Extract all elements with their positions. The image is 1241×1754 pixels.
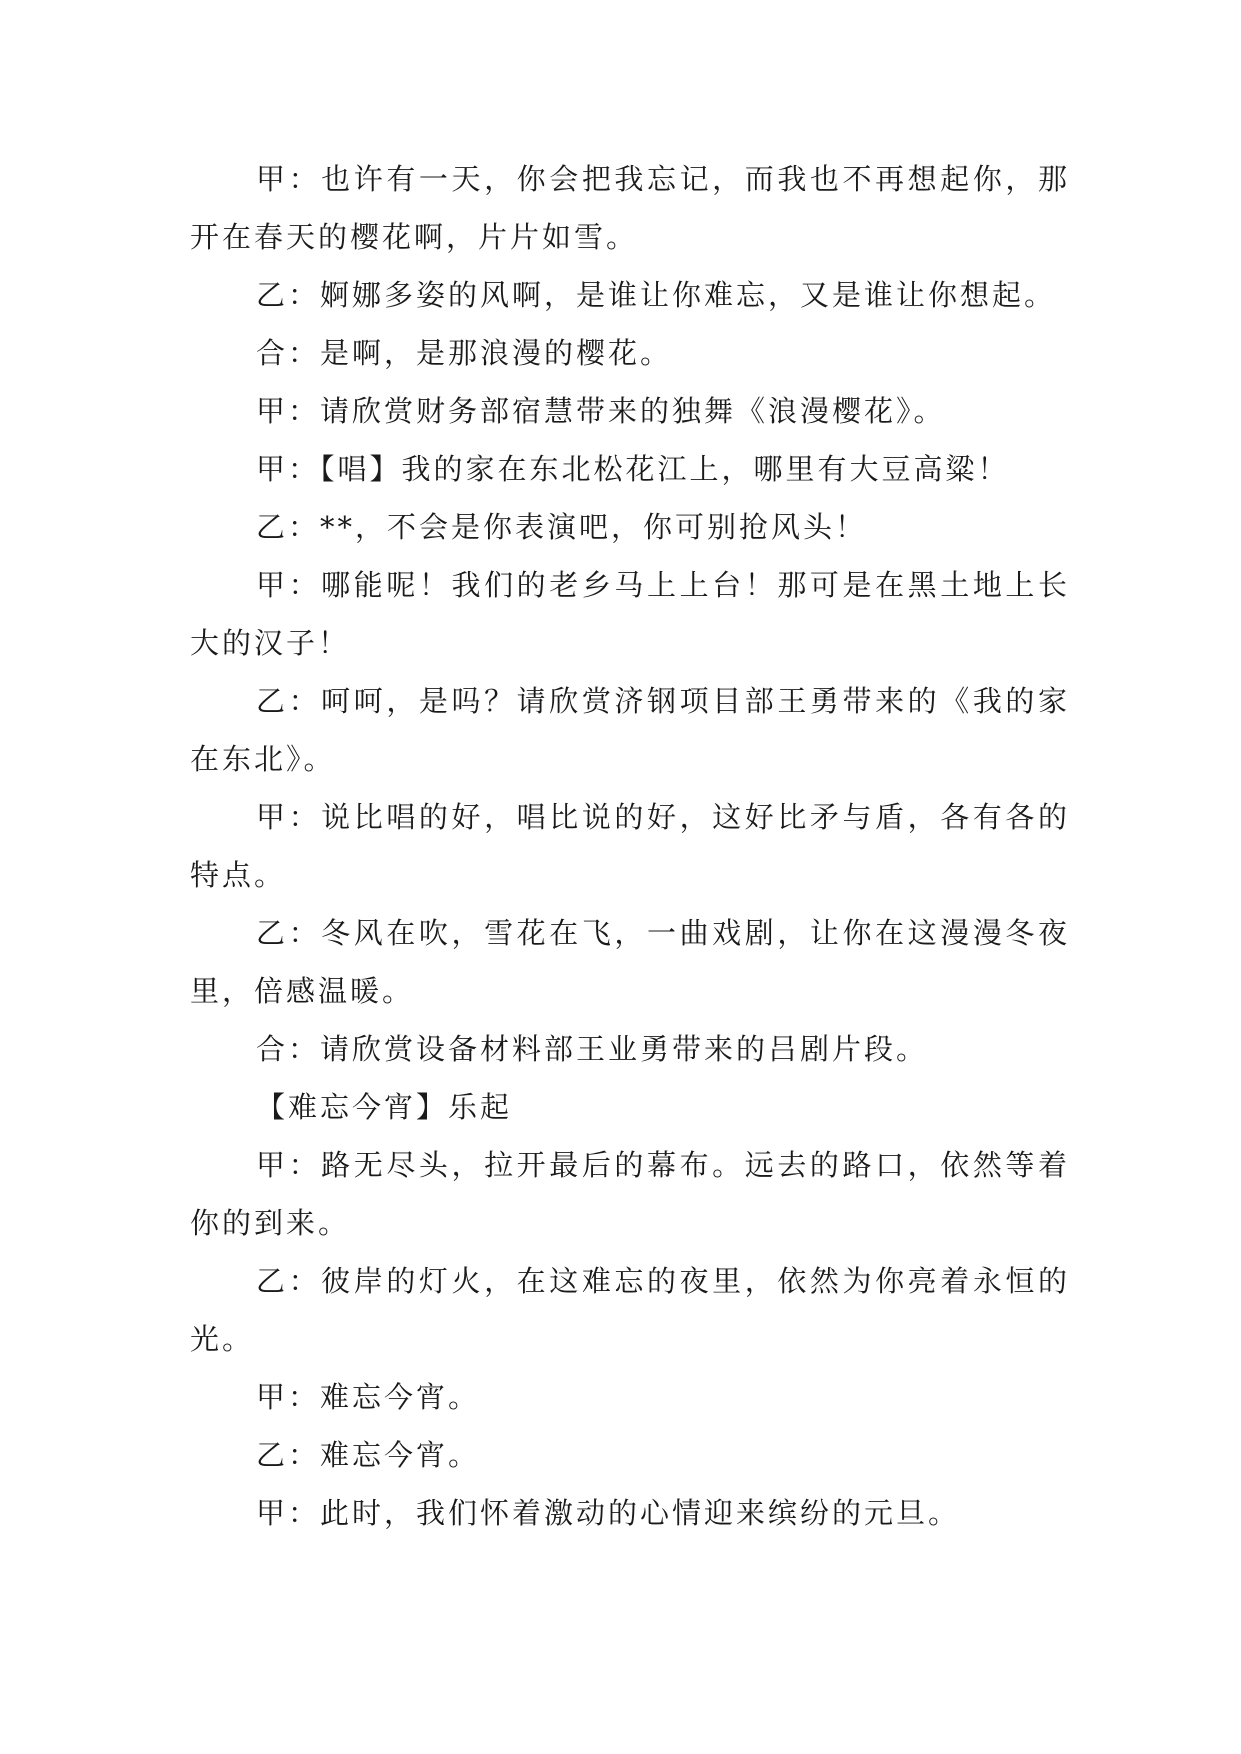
- dialogue-line: 乙：难忘今宵。: [256, 1438, 481, 1472]
- dialogue-line: 甲：哪能呢！我们的老乡马上上台！那可是在黑土地上长大的汉子！: [190, 568, 1070, 660]
- dialogue-line: 甲：难忘今宵。: [256, 1380, 481, 1414]
- dialogue-line: 乙：**，不会是你表演吧，你可别抢风头！: [256, 510, 868, 544]
- dialogue-line: 合：请欣赏设备材料部王业勇带来的吕剧片段。: [256, 1032, 929, 1066]
- dialogue-line: 甲：请欣赏财务部宿慧带来的独舞《浪漫樱花》。: [256, 394, 946, 428]
- dialogue-line: 甲：此时，我们怀着激动的心情迎来缤纷的元旦。: [256, 1496, 961, 1530]
- dialogue-line: 甲：说比唱的好，唱比说的好，这好比矛与盾，各有各的特点。: [190, 800, 1070, 892]
- dialogue-line: 乙：呵呵，是吗？请欣赏济钢项目部王勇带来的《我的家在东北》。: [190, 684, 1070, 776]
- dialogue-line: 甲：【唱】我的家在东北松花江上，哪里有大豆高粱！: [256, 452, 1010, 486]
- stage-direction: 【难忘今宵】乐起: [256, 1090, 513, 1124]
- dialogue-line: 合：是啊，是那浪漫的樱花。: [256, 336, 673, 370]
- dialogue-line: 乙：冬风在吹，雪花在飞，一曲戏剧，让你在这漫漫冬夜里，倍感温暖。: [190, 916, 1070, 1008]
- dialogue-line: 乙：彼岸的灯火，在这难忘的夜里，依然为你亮着永恒的光。: [190, 1264, 1070, 1356]
- dialogue-line: 甲：路无尽头，拉开最后的幕布。远去的路口，依然等着你的到来。: [190, 1148, 1070, 1240]
- dialogue-line: 甲：也许有一天，你会把我忘记，而我也不再想起你，那开在春天的樱花啊，片片如雪。: [190, 162, 1070, 254]
- script-text-body: [190, 150, 1070, 1542]
- dialogue-line: 乙：婀娜多姿的风啊，是谁让你难忘，又是谁让你想起。: [256, 278, 1057, 312]
